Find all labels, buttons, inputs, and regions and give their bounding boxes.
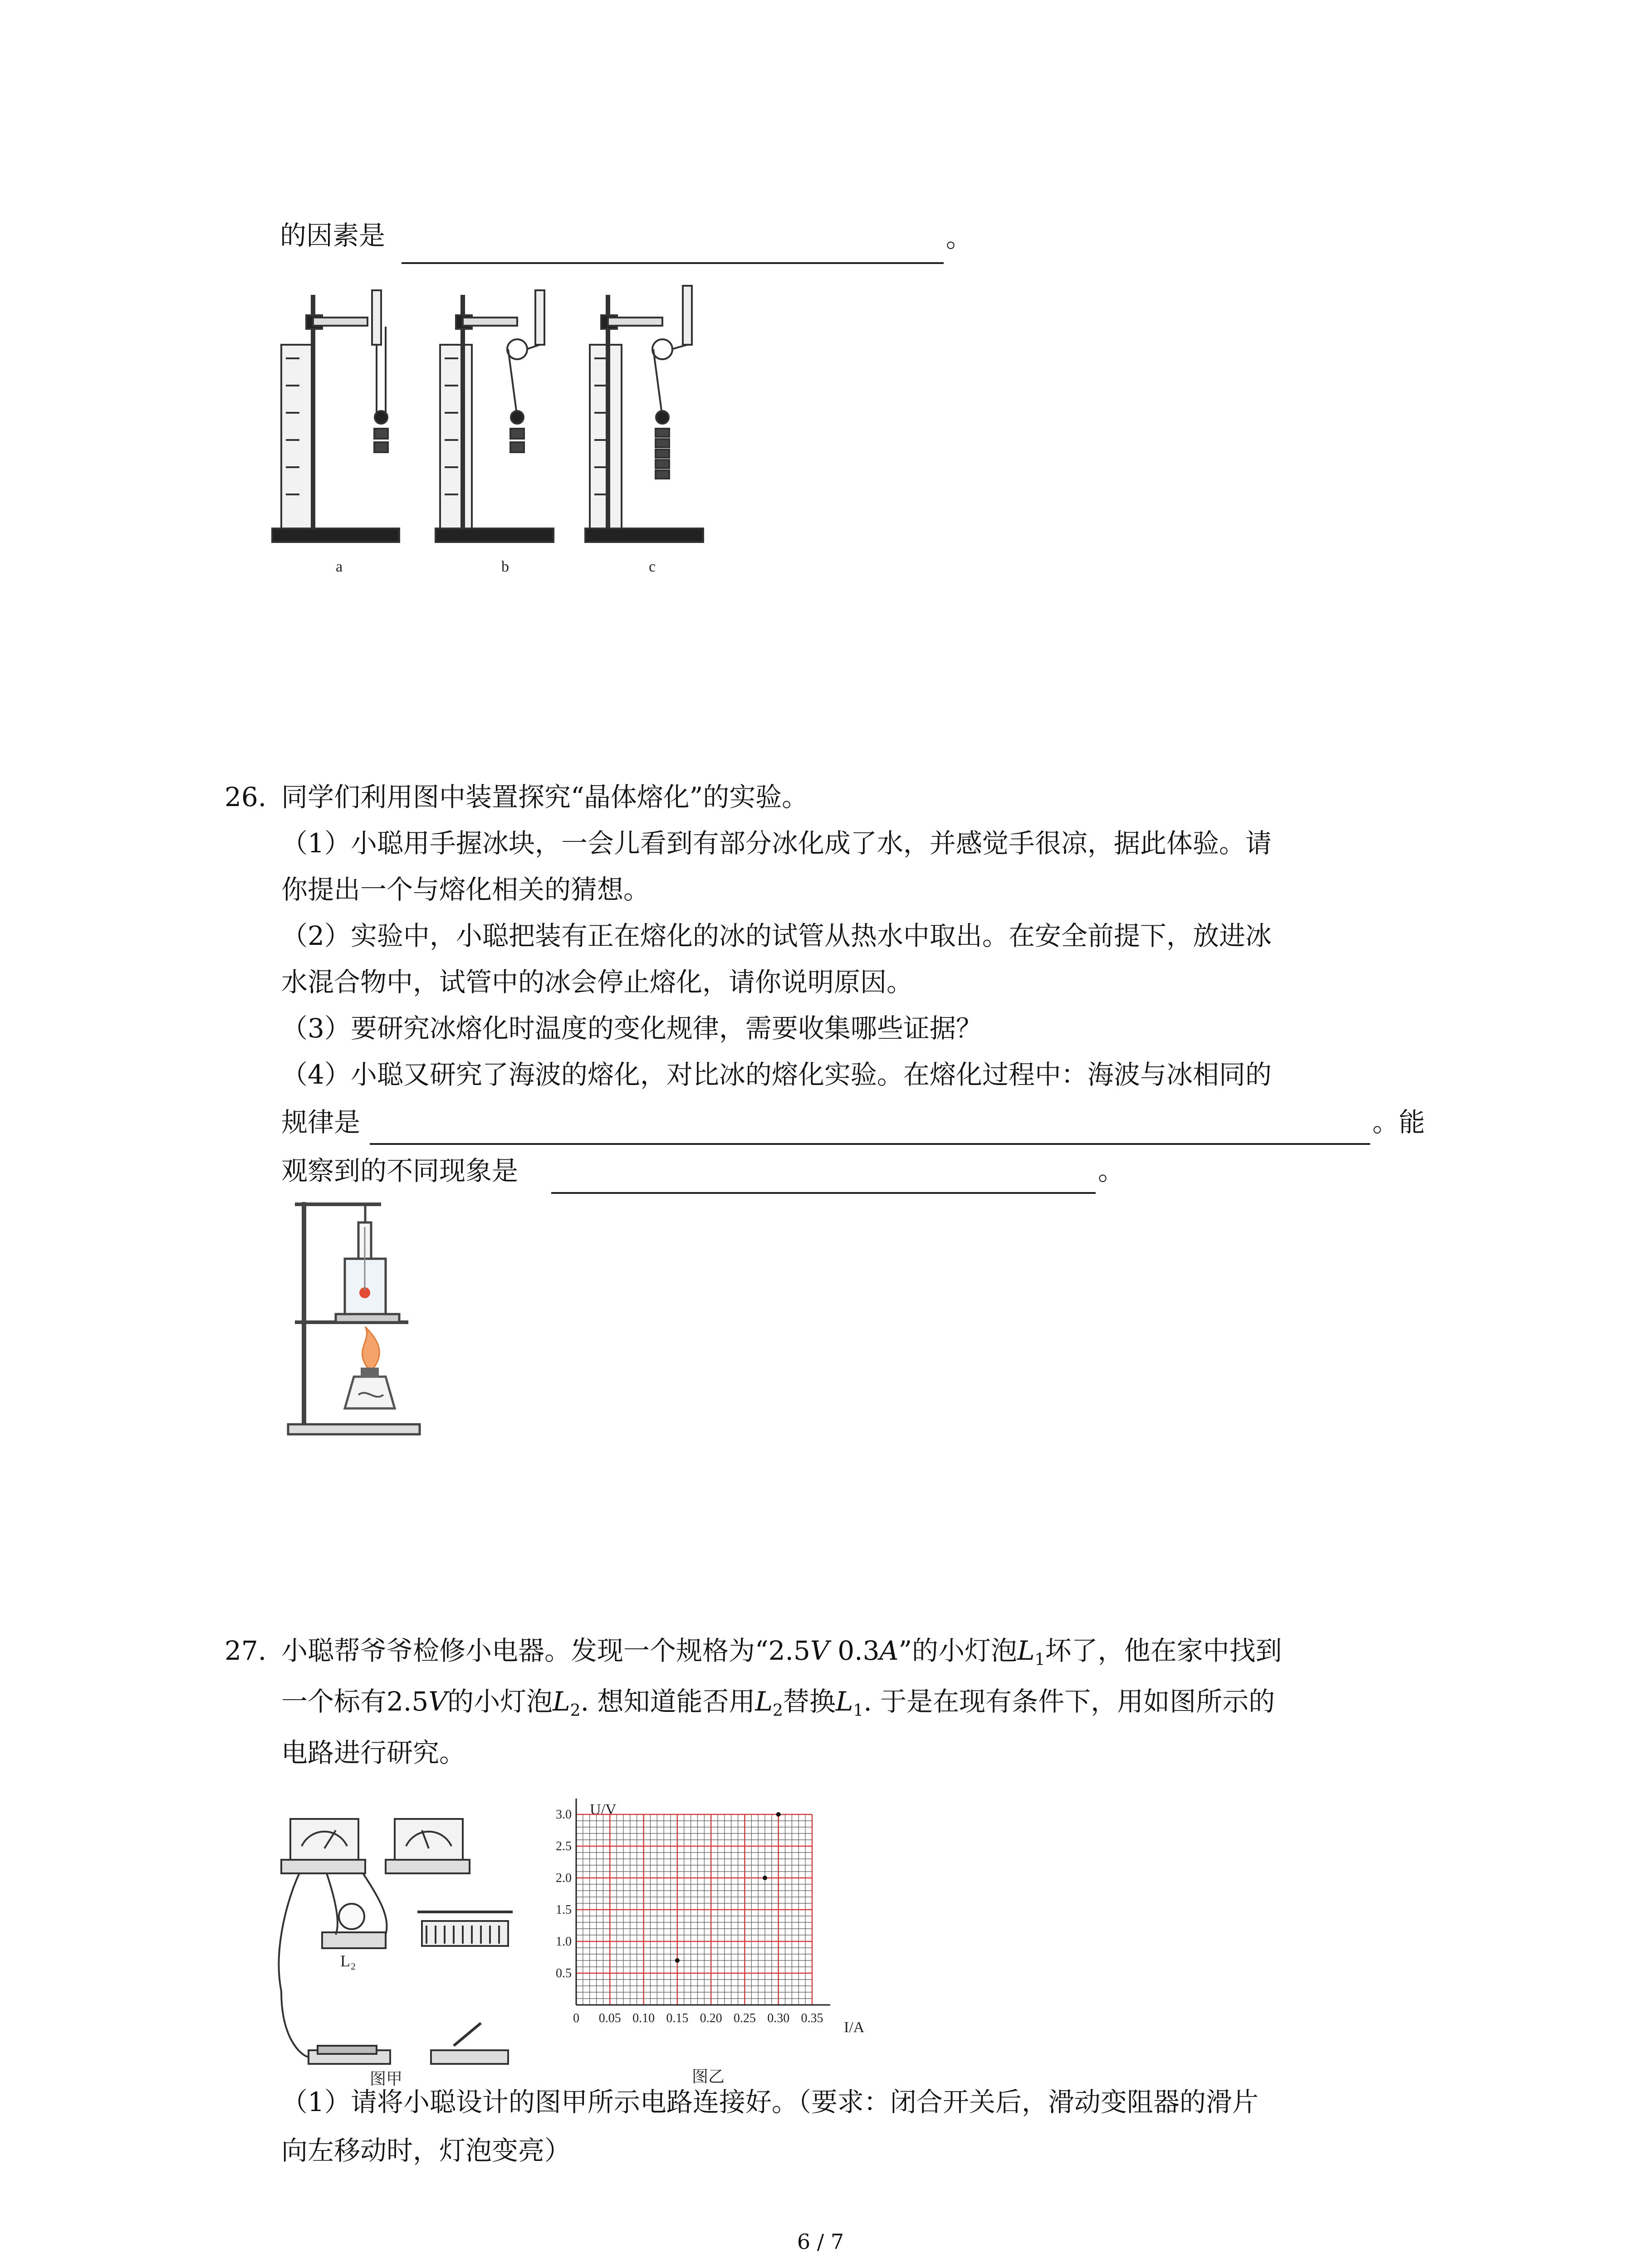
y-tick-label: 2.5	[556, 1839, 572, 1853]
q27-line2-e: . 于是在现有条件下，用如图所示的	[863, 1686, 1275, 1717]
q26-part4-line2-end: 。能	[1372, 1107, 1425, 1138]
q27-line1-l: L	[1017, 1635, 1035, 1666]
graph-xlabel: I/A	[844, 2019, 865, 2036]
x-tick-label: 0.25	[733, 2011, 756, 2025]
bulb-label: L₂	[340, 1952, 356, 1970]
q27-line1-d: 坏了，他在家中找到	[1045, 1635, 1282, 1666]
x-tick-label: 0	[573, 2011, 579, 2025]
q26-part4-line1: （4）小聪又研究了海波的熔化，对比冰的熔化实验。在熔化过程中：海波与冰相同的	[281, 1059, 1272, 1090]
q27-line2-l3: L	[835, 1686, 853, 1717]
page-number: 6 / 7	[797, 2229, 844, 2254]
label-a: a	[336, 558, 343, 575]
graph-ylabel: U/V	[590, 1801, 617, 1818]
label-c: c	[649, 558, 656, 575]
y-tick-label: 1.0	[556, 1935, 572, 1949]
q26-part4-line2-start: 规律是	[281, 1107, 361, 1138]
q26-part2-line2: 水混合物中，试管中的冰会停止熔化，请你说明原因。	[281, 967, 913, 997]
q26-part1-line2: 你提出一个与熔化相关的猜想。	[281, 874, 650, 905]
q27-number: 27.	[225, 1635, 267, 1666]
q27-line2-sub2: 2	[772, 1701, 783, 1720]
x-tick-label: 0.30	[767, 2011, 790, 2025]
figure-jia-caption: 图甲	[370, 2070, 403, 2088]
q27-line2-unit-v: V	[428, 1686, 448, 1717]
q27-line2-c: . 想知道能否用	[580, 1686, 755, 1717]
q25-pulley-figure	[272, 268, 726, 585]
y-tick-label: 2.0	[556, 1871, 572, 1885]
q27-line2-l: L	[553, 1686, 570, 1717]
q27-line2	[281, 1688, 1275, 1719]
q27-line3: 电路进行研究。	[281, 1737, 466, 1768]
figure-yi-caption: 图乙	[692, 2068, 725, 2086]
q27-line1-b: 0.3	[829, 1635, 880, 1666]
q26-melting-apparatus-figure	[281, 1195, 426, 1445]
x-tick-label: 0.20	[700, 2011, 722, 2025]
q27-line1	[281, 1637, 1282, 1668]
graph-grid	[576, 1799, 830, 2005]
q25-answer-blank[interactable]	[402, 262, 944, 264]
graph-ticks	[556, 1808, 823, 2025]
q27-line1-c: ”的小灯泡	[898, 1635, 1018, 1666]
q27-part1-line2: 向左移动时，灯泡变亮）	[281, 2135, 571, 2166]
q27-line2-b: 的小灯泡	[447, 1686, 553, 1717]
stand-c	[585, 286, 703, 542]
x-tick-label: 0.10	[632, 2011, 655, 2025]
q27-line1-a: 小聪帮爷爷检修小电器。发现一个规格为“2.5	[281, 1635, 810, 1666]
q27-part1-line1: （1）请将小聪设计的图甲所示电路连接好。（要求：闭合开关后，滑动变阻器的滑片	[281, 2087, 1259, 2117]
q27-line1-unit-v: V	[810, 1635, 829, 1666]
q27-line2-a: 一个标有2.5	[281, 1686, 429, 1717]
y-tick-label: 1.5	[556, 1903, 572, 1917]
q26-part3: （3）要研究冰熔化时温度的变化规律，需要收集哪些证据？	[281, 1013, 982, 1044]
q27-line2-d: 替换	[783, 1686, 836, 1717]
q27-circuit-figure	[272, 1810, 535, 2091]
q26-part4-line3-start: 观察到的不同现象是	[281, 1155, 519, 1186]
data-point	[776, 1812, 781, 1817]
q26-part4-line3-end: 。	[1098, 1155, 1125, 1186]
y-tick-label: 0.5	[556, 1966, 572, 1980]
q26-same-rule-blank[interactable]	[370, 1143, 1370, 1145]
x-tick-label: 0.15	[666, 2011, 689, 2025]
q27-ui-graph	[535, 1796, 880, 2096]
stand-b	[436, 290, 554, 542]
q26-stem: 同学们利用图中装置探究“晶体熔化”的实验。	[281, 782, 808, 812]
q27-line2-sub3: 1	[853, 1701, 864, 1720]
y-tick-label: 3.0	[556, 1808, 572, 1822]
q25-tail-text: 的因素是	[280, 220, 386, 251]
q25-tail-end: 。	[946, 222, 973, 253]
q26-part2-line1: （2）实验中，小聪把装有正在熔化的冰的试管从热水中取出。在安全前提下，放进冰	[281, 920, 1272, 951]
data-point	[763, 1876, 767, 1880]
x-tick-label: 0.35	[801, 2011, 823, 2025]
q27-line2-sub: 2	[570, 1701, 581, 1720]
q26-number: 26.	[225, 782, 267, 812]
label-b: b	[501, 558, 509, 575]
q26-difference-blank[interactable]	[551, 1192, 1096, 1194]
stand-a	[272, 290, 399, 542]
q26-part1-line1: （1）小聪用手握冰块，一会儿看到有部分冰化成了水，并感觉手很凉，据此体验。请	[281, 828, 1272, 859]
q27-line1-sub: 1	[1034, 1651, 1045, 1669]
q27-line1-unit-a: A	[879, 1635, 899, 1666]
x-tick-label: 0.05	[598, 2011, 621, 2025]
data-point	[675, 1958, 680, 1963]
q27-line2-l2: L	[755, 1686, 773, 1717]
